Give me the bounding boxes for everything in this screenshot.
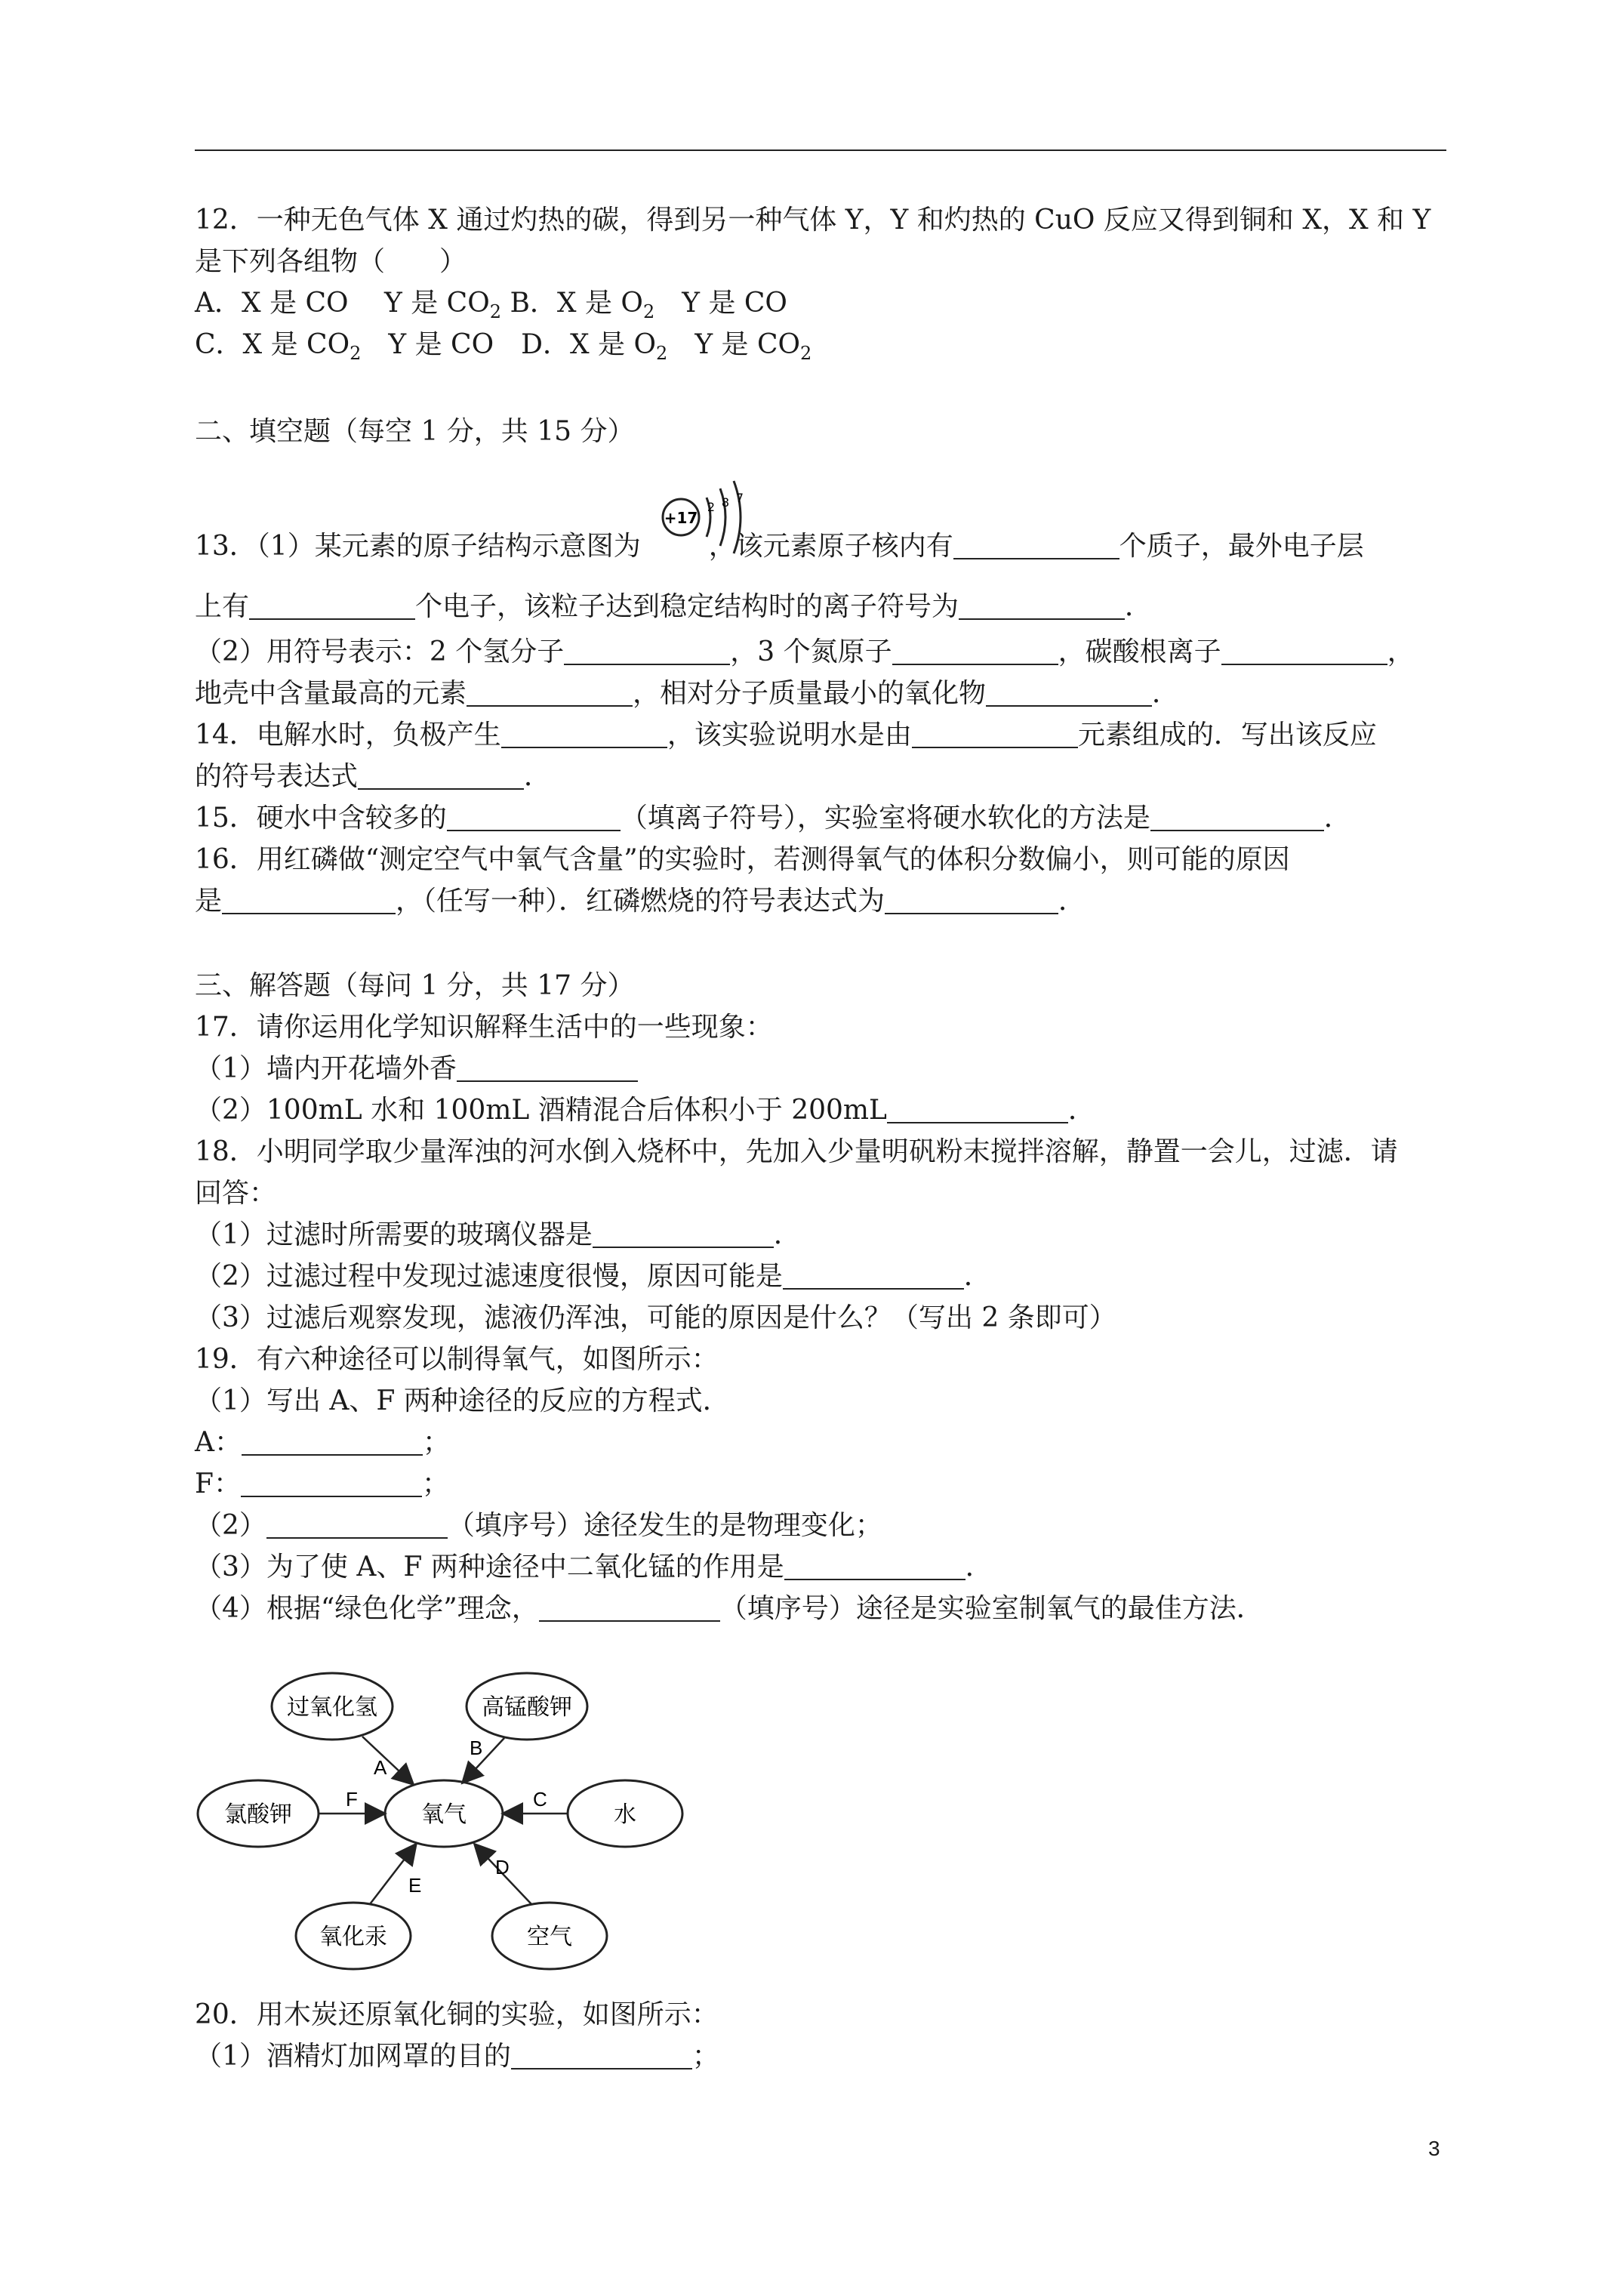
q12-options-cd: C．X 是 $CO_2$ Y 是 CO D．X 是 $O_2$ Y 是 $CO_2$ [195,329,812,364]
arrow-a [362,1737,412,1783]
q18-stem1: 18．小明同学取少量浑浊的河水倒入烧杯中，先加入少量明矾粉末搅拌溶解，静置一会儿，过滤．请 [195,1136,1398,1167]
answer-blank[interactable] [501,721,667,748]
answer-blank[interactable] [358,763,524,790]
q17-stem: 17．请你运用化学知识解释生活中的一些现象： [195,1012,773,1043]
answer-blank[interactable] [467,680,633,707]
answer-blank[interactable] [892,638,1058,665]
label-a: A [374,1756,387,1779]
q18-s3: （3）过滤后观察发现，滤液仍浑浊，可能的原因是什么？（写出 2 条即可） [195,1302,1116,1333]
q17-s1: （1）墙内开花墙外香 [195,1051,638,1087]
q17-s2: （2）100mL 水和 100mL 酒精混合后体积小于 200mL ． [195,1095,1095,1126]
answer-blank[interactable] [539,1595,720,1622]
q15-line: 15．硬水中含较多的 （填离子符号），实验室将硬水软化的方法是 ． [195,803,1351,834]
answer-blank[interactable] [564,638,730,665]
header-rule [195,149,1446,151]
label-b: B [470,1737,483,1759]
node-air-label: 空气 [527,1924,572,1950]
section3-title: 三、解答题（每问 1 分，共 17 分） [195,970,635,1001]
q12-options-ab: A．X 是 CO Y 是 $CO_2$ B．X 是 $O_2$ Y 是 CO [195,288,787,322]
q19-s4: （4）根据“绿色化学”理念， （填序号）途径是实验室制氧气的最佳方法． [195,1593,1264,1624]
answer-blank[interactable] [959,593,1125,620]
node-oxygen-label: 氧气 [421,1801,467,1828]
q19-stem: 19．有六种途径可以制得氧气，如图所示： [195,1344,719,1375]
nucleus-charge: +17 [664,509,698,527]
node-h2o2-label: 过氧化氢 [287,1694,377,1721]
q20-stem: 20．用木炭还原氧化铜的实验，如图所示： [195,1999,719,2030]
answer-blank[interactable] [986,680,1152,707]
q18-s1: （1）过滤时所需要的玻璃仪器是 ． [195,1219,801,1250]
node-kclo3-label: 氯酸钾 [224,1801,292,1828]
node-water-label: 水 [614,1801,636,1828]
q19-a: A： ； [195,1427,451,1458]
answer-blank[interactable] [241,1470,422,1497]
q18-stem2: 回答： [195,1178,277,1209]
q18-s2: （2）过滤过程中发现过滤速度很慢，原因可能是 ． [195,1261,991,1292]
q13-p3: （2）用符号表示：2 个氢分子 ，3 个氮原子 ，碳酸根离子 ， [195,636,1415,667]
q14-line1: 14．电解水时，负极产生 ，该实验说明水是由 元素组成的．写出该反应 [195,720,1377,750]
answer-blank[interactable] [1221,638,1387,665]
label-e: E [408,1874,422,1897]
answer-blank[interactable] [887,1096,1068,1123]
label-d: D [495,1856,510,1878]
q19-f: F： ； [195,1469,449,1499]
answer-blank[interactable] [784,1553,965,1580]
section2-title: 二、填空题（每空 1 分，共 15 分） [195,416,635,447]
q14-line2: 的符号表达式 ． [195,761,552,792]
answer-blank[interactable] [242,1428,423,1456]
oxygen-pathways-diagram [195,1669,723,1986]
shell-electrons-1: 2 [707,500,716,514]
answer-blank[interactable] [249,593,415,620]
q20-s1: （1）酒精灯加网罩的目的 ； [195,2041,719,2072]
answer-blank[interactable] [1150,804,1324,831]
q16-line1: 16．用红磷做“测定空气中氧气含量”的实验时，若测得氧气的体积分数偏小，则可能的原因 [195,844,1290,875]
q13-p1: 13．（1）某元素的原子结构示意图为 ，该元素原子核内有 个质子，最外电子层 [195,531,1364,562]
answer-blank[interactable] [222,887,396,914]
q12-line2: 是下列各组物（ ） [195,246,467,277]
q12-line1: 12．一种无色气体 X 通过灼热的碳，得到另一种气体 Y，Y 和灼热的 CuO 反应又得到铜和 X，X 和 Y [195,205,1431,236]
answer-blank[interactable] [266,1512,448,1539]
answer-blank[interactable] [447,804,621,831]
label-f: F [346,1788,358,1811]
node-hgo-label: 氧化汞 [319,1924,387,1950]
atom-structure-diagram [657,472,755,562]
q19-s2: （2） （填序号）途径发生的是物理变化； [195,1510,882,1541]
label-c: C [533,1788,547,1811]
shell-electrons-2: 8 [721,495,730,510]
q16-line2: 是 ，（任写一种）．红磷燃烧的符号表达式为 ． [195,886,1086,917]
q13-p2: 上有 个电子，该粒子达到稳定结构时的离子符号为 ． [195,591,1153,622]
answer-blank[interactable] [783,1262,964,1290]
q19-s3: （3）为了使 A、F 两种途径中二氧化锰的作用是 ． [195,1552,993,1583]
answer-blank[interactable] [457,1055,638,1082]
shell-electrons-3: 7 [735,491,744,505]
answer-blank[interactable] [885,887,1058,914]
answer-blank[interactable] [593,1221,774,1248]
answer-blank[interactable] [953,532,1119,559]
q19-s1: （1）写出 A、F 两种途径的反应的方程式． [195,1385,730,1416]
node-kmno4-label: 高锰酸钾 [482,1694,572,1721]
answer-blank[interactable] [511,2042,692,2069]
page-number: 3 [1428,2137,1440,2160]
q13-p4: 地壳中含量最高的元素 ，相对分子质量最小的氧化物 ． [195,678,1180,709]
answer-blank[interactable] [912,721,1078,748]
